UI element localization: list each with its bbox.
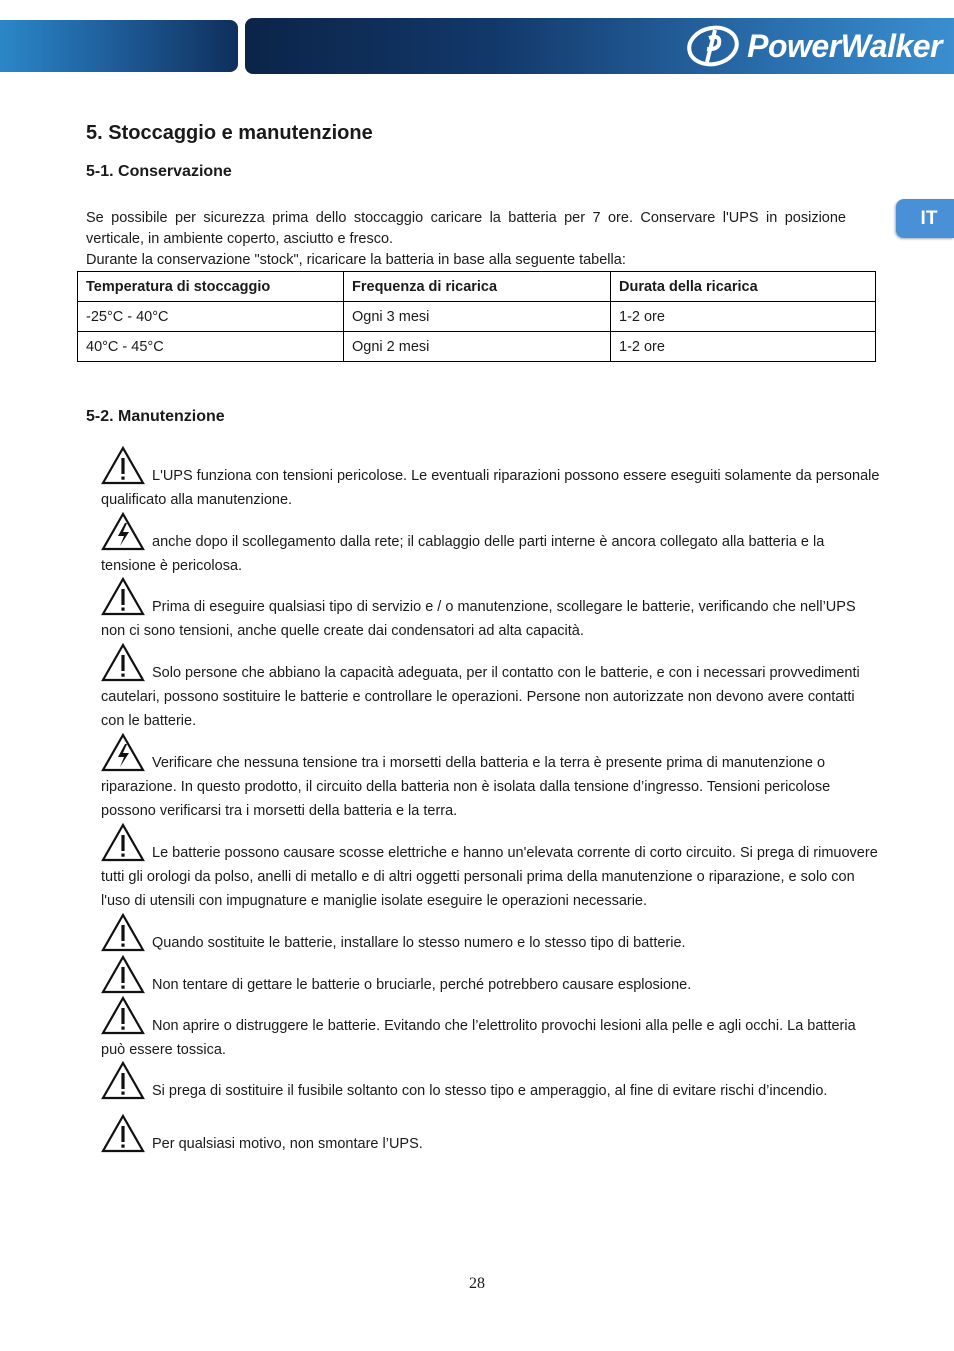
table-cell: -25°C - 40°C [78, 302, 344, 332]
table-header-cell: Durata della ricarica [611, 272, 876, 302]
table-header-cell: Frequenza di ricarica [344, 272, 611, 302]
header-banner [0, 18, 954, 74]
exclamation-warning-icon [101, 1061, 145, 1101]
high-voltage-warning-icon [101, 733, 145, 773]
storage-table [77, 271, 876, 362]
conservation-paragraph-2: Durante la conservazione "stock", ricaricare la batteria in base alla seguente tabella: [86, 252, 626, 268]
warning-item [101, 1114, 881, 1156]
header-bar-right [245, 18, 954, 74]
header-bar-left [0, 20, 238, 72]
page-number: 28 [469, 1275, 485, 1292]
exclamation-warning-icon [101, 643, 145, 683]
table-cell: Ogni 3 mesi [344, 302, 611, 332]
table-cell: Ogni 2 mesi [344, 332, 611, 362]
exclamation-warning-icon [101, 996, 145, 1036]
warning-text: Le batterie possono causare scosse elettriche e hanno un'elevata corrente di corto circuito. Si prega di rimuovere tutti gli orologi da polso, anelli di metallo e di altri oggetti personali prima della manutenzione o riparazione, e solo con l'uso di utensili con impugnature e maniglie isolate eseguire le operazioni necessarie. [101, 845, 878, 909]
table-cell: 1-2 ore [611, 332, 876, 362]
warning-item [101, 446, 881, 512]
exclamation-warning-icon [101, 446, 145, 486]
conservation-title: 5-1. Conservazione [86, 163, 232, 180]
exclamation-warning-icon [101, 577, 145, 617]
brand-name: PowerWalker [747, 27, 942, 64]
high-voltage-warning-icon [101, 512, 145, 552]
brand-logo [685, 22, 942, 70]
warning-item [101, 823, 881, 913]
table-cell: 1-2 ore [611, 302, 876, 332]
warning-text: Per qualsiasi motivo, non smontare l’UPS. [152, 1136, 423, 1152]
table-header-row [78, 272, 876, 302]
table-row [78, 302, 876, 332]
warning-text: anche dopo il scollegamento dalla rete; il cablaggio delle parti interne è ancora collegato alla batteria e la tensione è pericolosa. [101, 534, 825, 574]
warning-text: L'UPS funziona con tensioni pericolose. Le eventuali riparazioni possono essere eseguiti solamente da personale qualificato alla manutenzione. [101, 468, 880, 508]
warning-text: Non tentare di gettare le batterie o bruciarle, perché potrebbero causare esplosione. [152, 977, 692, 993]
warning-text: Quando sostituite le batterie, installare lo stesso numero e lo stesso tipo di batterie. [152, 935, 686, 951]
maintenance-title: 5-2. Manutenzione [86, 408, 225, 425]
warning-item [101, 996, 881, 1062]
warning-item [101, 1061, 881, 1103]
exclamation-warning-icon [101, 823, 145, 863]
warning-text: Verificare che nessuna tensione tra i morsetti della batteria e la terra è presente prima di manutenzione o riparazione. In questo prodotto, il circuito della batteria non è isolata dalla tensione d’ingresso. Tensioni pericolose possono verificarsi tra i morsetti della batteria e la terra. [101, 755, 831, 819]
table-header-cell: Temperatura di stoccaggio [78, 272, 344, 302]
warning-item [101, 955, 881, 997]
warning-text: Prima di eseguire qualsiasi tipo di servizio e / o manutenzione, scollegare le batterie, verificando che nell’UPS non ci sono tensioni, anche quelle create dai condensatori ad alta capacità. [101, 599, 856, 639]
warning-item [101, 512, 881, 578]
table-row [78, 332, 876, 362]
powerwalker-logo-icon [685, 24, 741, 68]
section-title: 5. Stoccaggio e manutenzione [86, 122, 373, 144]
warning-item [101, 643, 881, 733]
table-cell: 40°C - 45°C [78, 332, 344, 362]
warning-item [101, 913, 881, 955]
language-tab: IT [896, 199, 954, 238]
conservation-intro [86, 208, 846, 271]
warning-text: Si prega di sostituire il fusibile soltanto con lo stesso tipo e amperaggio, al fine di evitare rischi d’incendio. [152, 1083, 828, 1099]
warning-text: Solo persone che abbiano la capacità adeguata, per il contatto con le batterie, e con i necessari provvedimenti cautelari, possono sostituire le batterie e controllare le operazioni. Persone non autorizzate non devono avere contatti con le batterie. [101, 665, 860, 729]
warning-item [101, 577, 881, 643]
conservation-paragraph-1: Se possibile per sicurezza prima dello stoccaggio caricare la batteria per 7 ore. Conservare l'UPS in posizione verticale, in ambiente coperto, asciutto e fresco. [86, 210, 846, 247]
exclamation-warning-icon [101, 1114, 145, 1154]
warning-item [101, 733, 881, 823]
exclamation-warning-icon [101, 955, 145, 995]
warning-text: Non aprire o distruggere le batterie. Evitando che l’elettrolito provochi lesioni alla pelle e agli occhi. La batteria può essere tossica. [101, 1018, 856, 1058]
exclamation-warning-icon [101, 913, 145, 953]
